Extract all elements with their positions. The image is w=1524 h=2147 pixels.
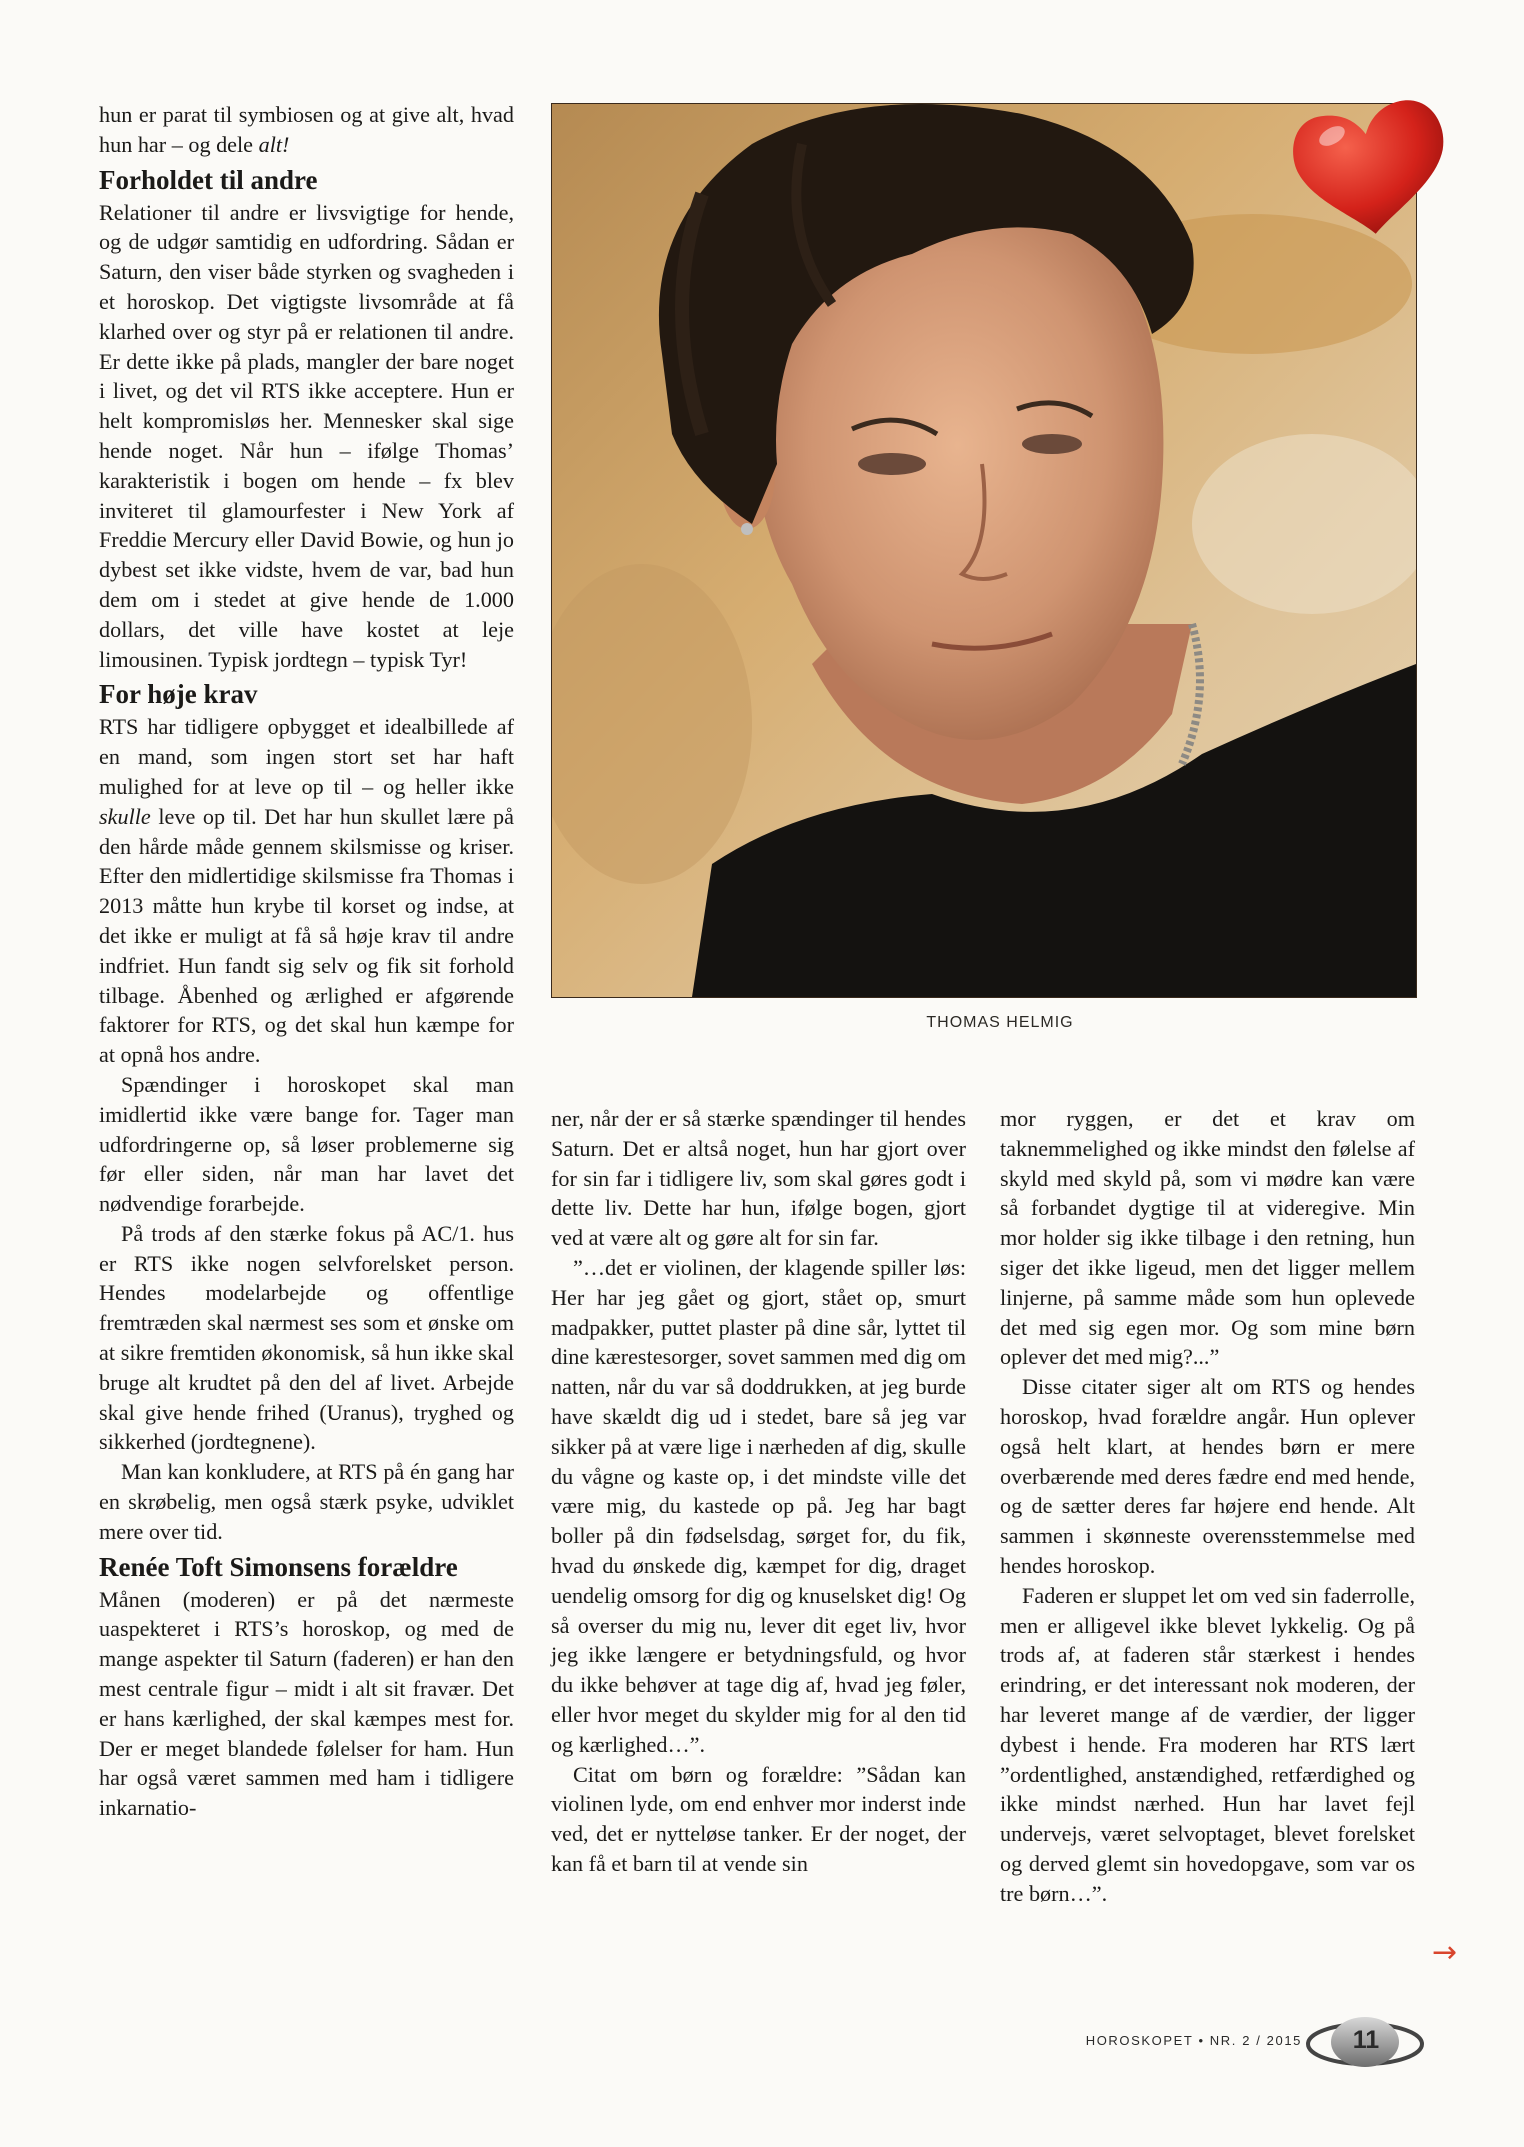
paragraph: ner, når der er så stærke spændinger til hendes Saturn. Det er altså noget, hun har gjort over for sin far i tidligere liv, som skal gøres godt i dette liv. Dette har hun, ifølge bogen, gjort ved at være alt og gøre alt for sin far.	[551, 1106, 966, 1251]
paragraph: Faderen er sluppet let om ved sin faderrolle, men er alligevel ikke blevet lykkelig. Og på trods af, at faderen står stærkest i hendes erindring, er det interessant nok moderen, der har leveret mange af de værdier, der ligger dybest i hende. Fra moderen har RTS lært ”ordentlighed, anstændighed, retfærdighed og ikke mindst nærhed. Hun har lavet fejl undervejs, været selvoptaget, blevet forelsket og derved glemt sin hovedopgave, som var os tre børn…”.	[1000, 1582, 1415, 1906]
paragraph: Disse citater siger alt om RTS og hendes horoskop, hvad forældre angår. Hun oplever også helt klart, at hendes børn er mere overbærende med deres fædre end med hende, og de sætter deres far højere end hende. Alt sammen i skønneste overensstemmelse med hendes horoskop.	[1000, 1374, 1415, 1578]
section-heading-relations: Forholdet til andre	[99, 164, 318, 195]
paragraph-text: leve op til. Det har hun skullet lære på den hårde måde gennem skilsmisse og kriser. Efter den midlertidige skilsmisse fra Thomas i 2013 måtte hun krybe til korset og indse, at det ikke er muligt at få så høje krav til andre indfriet. Hun fandt sig selv og fik sit forhold tilbage. Åbenhed og ærlighed er afgørende faktorer for RTS, og det skal hun kæmpe for at opnå hos andre.	[99, 803, 514, 1068]
arrow-right-icon[interactable]: →	[1432, 1935, 1458, 1970]
publication-footer: HOROSKOPET • NR. 2 / 2015	[1085, 2033, 1302, 2048]
paragraph: Månen (moderen) er på det nærmeste uaspekteret i RTS’s horoskop, og med de mange aspekter til Saturn (faderen) er han den mest centrale figur – midt i alt sit fravær. Det er hans kærlighed, der skal kæmpes mest for. Der er meget blandede følelser for ham. Hun har også været sammen med ham i tidligere inkarnatio-	[99, 1586, 514, 1821]
heart-icon	[1288, 84, 1450, 236]
article-column-left	[99, 100, 514, 1823]
paragraph: mor ryggen, er det et krav om taknemmelighed og ikke mindst den følelse af skyld med skyld på, som vi mødre kan være så forbandet dygtige til at videregive. Min mor holder sig ikke tilbage i den retning, hun siger det ikke ligeud, men det ligger mellem linjerne, på samme måde som hun oplevede det med sig egen mor. Og som mine børn oplever det med mig?...”	[1000, 1106, 1415, 1370]
paragraph	[99, 712, 514, 1070]
intro-emphasis: alt!	[258, 131, 290, 157]
intro-text: hun er parat til symbiosen og at give alt, hvad hun har – og dele	[99, 102, 514, 157]
section-heading-parents: Renée Toft Simonsens forældre	[99, 1551, 458, 1582]
section-heading-demands: For høje krav	[99, 679, 258, 710]
paragraph: Citat om børn og forældre: ”Sådan kan violinen lyde, om end enhver mor inderst inde ved, det er nytteløse tanker. Er der noget, der kan få et barn til at vende sin	[551, 1761, 966, 1876]
paragraph: Relationer til andre er livsvigtige for hende, og de udgør samtidig en udfordring. Sådan er Saturn, den viser både styrken og svagheden i et horoskop. Det vigtigste livsområde at få klarhed over og styr på er relationen til andre. Er dette ikke på plads, mangler der bare noget i livet, og det vil RTS ikke acceptere. Hun er helt kompromisløs her. Mennesker skal sige hende noget. Når hun – ifølge Thomas’ karakteristik i bogen om hende – fx blev inviteret til glamourfester i New York af Freddie Mercury eller David Bowie, og hun jo dybest set ikke vidste, hvem de var, bad hun dem om i stedet at give hende de 1.000 dollars, det ville have kostet at leje limousinen. Typisk jordtegn – typisk Tyr!	[99, 199, 514, 672]
photo-caption: THOMAS HELMIG	[926, 1014, 1074, 1031]
paragraph-text: RTS har tidligere opbygget et idealbillede af en mand, som ingen stort set har haft mulighed for at leve op til – og heller ikke	[99, 714, 514, 799]
paragraph: På trods af den stærke fokus på AC/1. hus er RTS ikke nogen selvforelsket person. Hendes modelarbejde og offentlige fremtræden skal nærmest ses som et ønske om at sikre fremtiden økonomisk, så hun ikke skal bruge alt krudtet på den del af livet. Arbejde skal give hende frihed (Uranus), tryghed og sikkerhed (jordtegnene).	[99, 1220, 514, 1455]
paragraph-emphasis: skulle	[99, 803, 151, 829]
portrait-illustration	[552, 104, 1416, 997]
article-column-right	[1000, 1104, 1415, 1909]
paragraph: Man kan konkludere, at RTS på én gang har en skrøbelig, men også stærk psyke, udviklet mere over tid.	[99, 1459, 514, 1544]
article-column-middle	[551, 1104, 966, 1879]
page-number: 11	[1352, 2026, 1380, 2054]
intro-paragraph	[99, 100, 514, 160]
portrait-photo	[551, 103, 1417, 998]
quote-paragraph: ”…det er violinen, der klagende spiller løs: Her har jeg gået og gjort, stået op, smurt madpakker, puttet plaster på dine sår, lyttet til dine kærestesorger, sovet sammen med dig om natten, når du var så doddrukken, at jeg burde have skældt dig ud i stedet, bare så jeg var sikker på at være lige i nærheden af dig, skulle du vågne og kaste op, i det mindste ville det være mig, du kastede op på. Jeg har bagt boller på din fødselsdag, sørget for, du fik, hvad du ønskede dig, kæmpet for dig, draget uendelig omsorg for dig og knuselsket dig! Og så overser du mig nu, lever dit eget liv, hvor jeg ikke længere er betydningsfuld, og hvor du ikke behøver at tage dig af, hvad jeg føler, eller hvor meget du skylder mig for al den tid og kærlighed…”.	[551, 1254, 966, 1757]
paragraph: Spændinger i horoskopet skal man imidlertid ikke være bange for. Tager man udfordringerne op, så løser problemerne sig før eller siden, når man har lavet det nødvendige forarbejde.	[99, 1071, 514, 1217]
